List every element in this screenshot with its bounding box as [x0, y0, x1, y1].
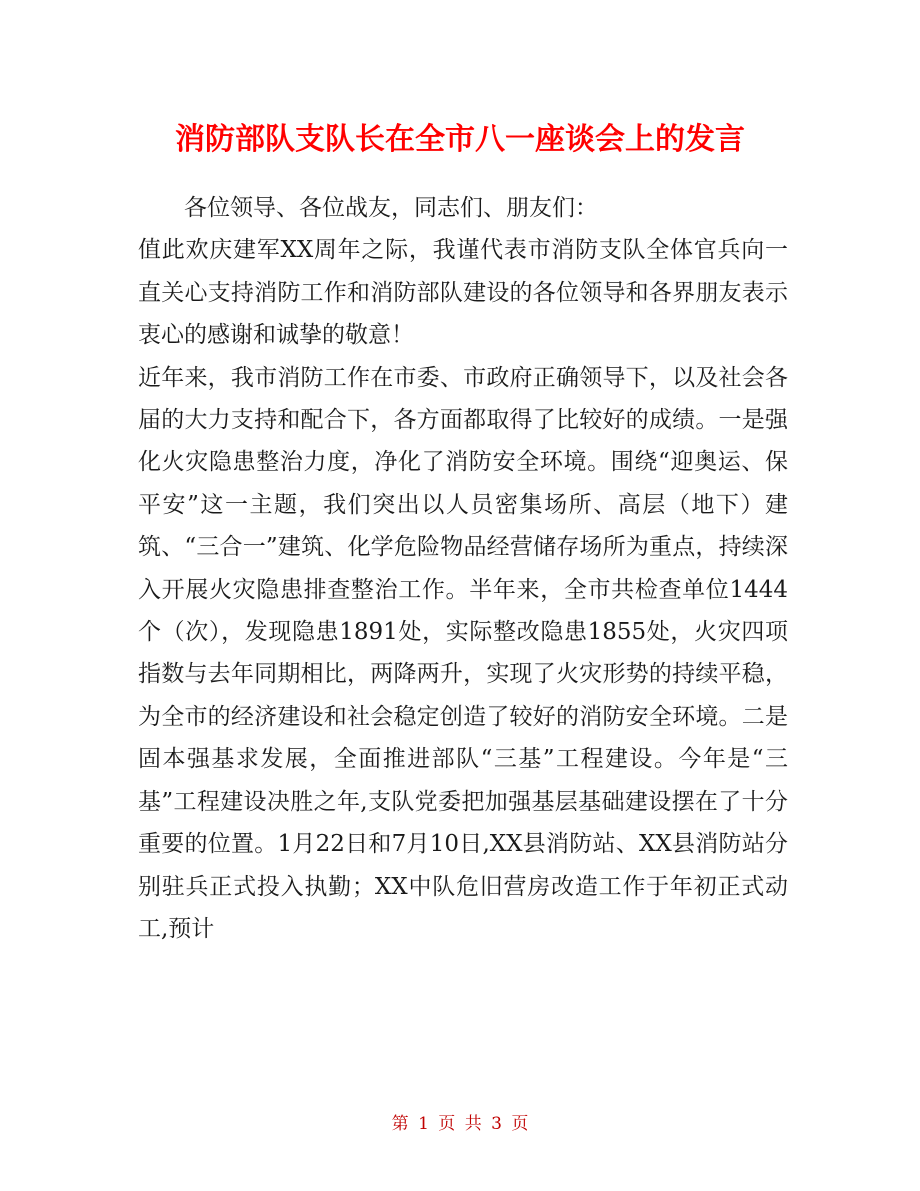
page-number-footer: 第 1 页 共 3 页: [391, 1114, 529, 1134]
greeting-paragraph: 各位领导、各位战友，同志们、朋友们：: [184, 195, 598, 221]
body-paragraph-thanks: 值此欢庆建军XX周年之际，我谨代表市消防支队全体官兵向一直关心支持消防工作和消防部队建设的各位领导和各界朋友表示衷心的感谢和诚挚的敬意！: [138, 237, 788, 349]
document-title: 消防部队支队长在全市八一座谈会上的发言: [175, 122, 745, 157]
document-body: [138, 187, 788, 950]
body-paragraph-achievements: 近年来，我市消防工作在市委、市政府正确领导下，以及社会各届的大力支持和配合下，各方面都取得了比较好的成绩。一是强化火灾隐患整治力度，净化了消防安全环境。围绕“迎奥运、保平安”这一主题，我们突出以人员密集场所、高层（地下）建筑、“三合一”建筑、化学危险物品经营储存场所为重点，持续深入开展火灾隐患排查整治工作。半年来，全市共检查单位1444个（次），发现隐患1891处，实际整改隐患1855处，火灾四项指数与去年同期相比，两降两升，实现了火灾形势的持续平稳，为全市的经济建设和社会稳定创造了较好的消防安全环境。二是固本强基求发展，全面推进部队“三基”工程建设。今年是“三基”工程建设决胜之年,支队党委把加强基层基础建设摆在了十分重要的位置。1月22日和7月10日,XX县消防站、XX县消防站分别驻兵正式投入执勤；XX中队危旧营房改造工作于年初正式动工,预计: [138, 364, 788, 942]
